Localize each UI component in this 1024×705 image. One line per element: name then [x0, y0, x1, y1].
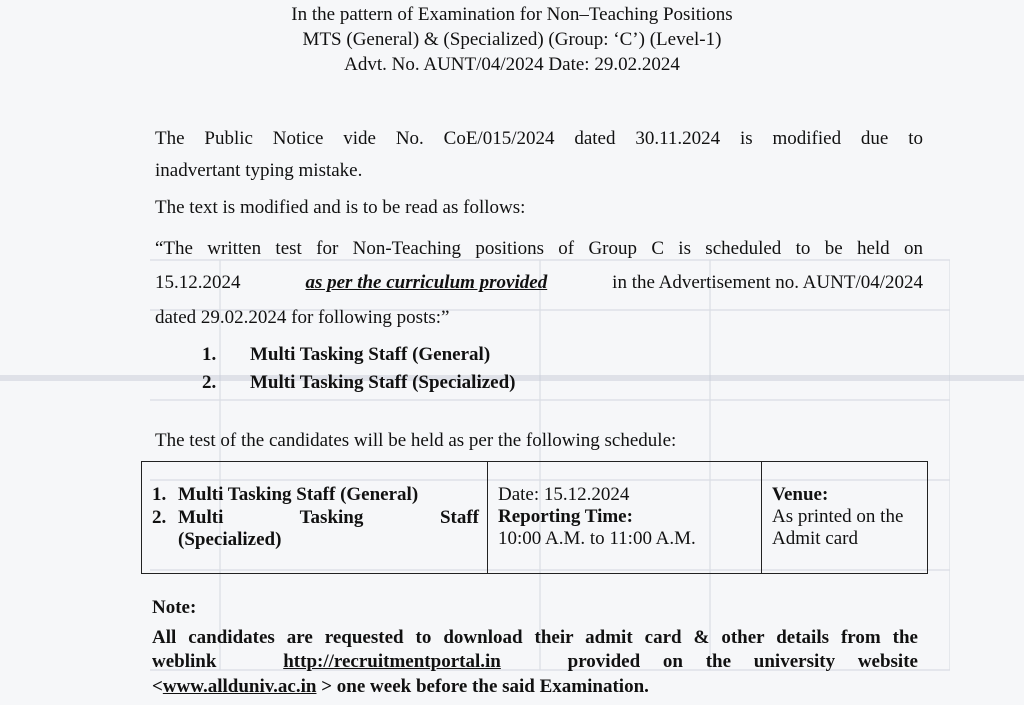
notice-paragraph-2: The text is modified and is to be read as follows: [155, 197, 526, 218]
post-list-label: Multi Tasking Staff (General) [250, 344, 491, 365]
schedule-table [141, 461, 928, 574]
post-list-number: 2. [202, 372, 217, 393]
quote-curriculum-emphasis: as per the curriculum provided [305, 272, 548, 293]
note-line-3 [152, 676, 649, 698]
venue-line-2: Admit card [772, 528, 859, 549]
notice-paragraph-line-2: inadvertant typing mistake. [155, 160, 363, 181]
note-line-3-tail: > one week before the said Examination. [316, 676, 649, 697]
schedule-intro: The test of the candidates will be held as per the following schedule: [155, 430, 677, 451]
schedule-posts-cell [142, 462, 488, 574]
header-line-3: Advt. No. AUNT/04/2024 Date: 29.02.2024 [344, 54, 680, 75]
venue-line-1: As printed on the [772, 506, 904, 527]
schedule-venue-cell [762, 462, 928, 574]
note-label: Note: [152, 597, 197, 618]
quote-line-3: dated 29.02.2024 for following posts:” [155, 307, 450, 328]
notice-paragraph-line-1: The Public Notice vide No. CoE/015/2024 dated 30.11.2024 is modified due to [155, 128, 923, 149]
note-line-1: All candidates are requested to download their admit card & other details from the [152, 627, 918, 648]
schedule-post-number: 1. [152, 484, 167, 505]
schedule-post-number: 2. [152, 507, 167, 528]
post-list-item [202, 372, 516, 394]
schedule-post-label: Multi Tasking Staff (General) [178, 484, 419, 505]
quote-advertisement: in the Advertisement no. AUNT/04/2024 [612, 272, 923, 293]
quote-line-2 [155, 272, 923, 294]
header-line-1: In the pattern of Examination for Non–Teaching Positions [291, 4, 733, 25]
schedule-date: Date: 15.12.2024 [498, 484, 630, 505]
post-list-item [202, 344, 490, 366]
schedule-post-2 [152, 507, 479, 551]
university-website-link[interactable]: www.allduniv.ac.in [162, 676, 317, 697]
note-weblink-label: weblink [152, 651, 217, 672]
schedule-post-label: Multi Tasking Staff [178, 507, 479, 528]
note-bracket-open: < [152, 676, 163, 697]
schedule-post-label-wrap [178, 507, 479, 551]
note-provided-text: provided on the university website [567, 651, 918, 672]
header-line-2: MTS (General) & (Specialized) (Group: ‘C’) (Level-1) [302, 29, 722, 50]
recruitment-portal-link[interactable]: http://recruitmentportal.in [283, 651, 501, 672]
schedule-post-1 [152, 484, 479, 506]
table-row [142, 462, 928, 574]
post-list-number: 1. [202, 344, 217, 365]
quote-line-1: “The written test for Non-Teaching positions of Group C is scheduled to be held on [155, 238, 923, 259]
venue-label: Venue: [772, 484, 829, 505]
quote-date: 15.12.2024 [155, 272, 241, 293]
schedule-post-label-cont: (Specialized) [178, 529, 282, 550]
post-list-label: Multi Tasking Staff (Specialized) [250, 372, 516, 393]
note-line-2 [152, 651, 918, 673]
reporting-time-label: Reporting Time: [498, 506, 633, 527]
reporting-time-value: 10:00 A.M. to 11:00 A.M. [498, 528, 696, 549]
schedule-time-cell [488, 462, 762, 574]
